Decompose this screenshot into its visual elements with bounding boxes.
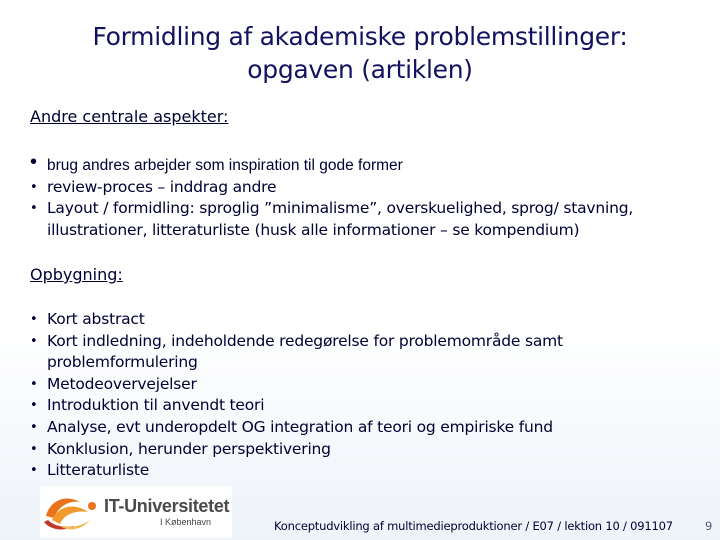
- logo-subtitle: I København: [160, 517, 212, 527]
- list-item-continuation: problemformulering: [47, 353, 198, 372]
- list-item: • Kort indledning, indeholdende redegørelse for problemområde samt: [30, 331, 563, 353]
- list-item: • Litteraturliste: [30, 460, 563, 482]
- list-item: • Metodeovervejelser: [30, 374, 563, 396]
- bullet-icon: •: [30, 312, 38, 327]
- list-item: • Layout / formidling: sproglig ”minimalisme”, overskuelighed, sprog/ stavning,: [30, 198, 633, 220]
- logo-name: IT-Universitetet: [104, 496, 230, 516]
- itu-logo-icon: [40, 486, 102, 538]
- list-item: • review-proces – inddrag andre: [30, 177, 633, 199]
- list-item: • Kort abstract: [30, 309, 563, 331]
- bullet-icon: •: [30, 441, 38, 457]
- footer-text: Konceptudvikling af multimedieproduktioner / E07 / lektion 10 / 091107: [274, 519, 673, 533]
- bullet-icon: •: [30, 333, 38, 349]
- list-item: • brug andres arbejder som inspiration til gode former: [30, 151, 403, 174]
- bullet-icon: •: [30, 463, 38, 479]
- bullet-icon: •: [30, 376, 38, 392]
- bullet-icon: •: [30, 151, 38, 173]
- list-item: • Konklusion, herunder perspektivering: [30, 439, 563, 461]
- slide-title: [20, 20, 700, 86]
- bullet-icon: •: [30, 179, 38, 195]
- bullet-icon: •: [30, 398, 38, 414]
- aspects-list: [30, 151, 634, 241]
- list-item-continuation: illustrationer, litteraturliste (husk alle informationer – se kompendium): [47, 220, 580, 239]
- page-number: 9: [705, 519, 713, 533]
- list-item: • Analyse, evt underopdelt OG integration af teori og empiriske fund: [30, 417, 563, 439]
- list-item: • Introduktion til anvendt teori: [30, 395, 563, 417]
- bullet-icon: •: [30, 419, 38, 435]
- structure-list: [30, 309, 563, 482]
- bullet-icon: •: [30, 201, 38, 217]
- section-heading-aspects: Andre centrale aspekter:: [30, 107, 229, 126]
- slide-title-line-1: Formidling af akademiske problemstillinger:: [92, 22, 628, 51]
- university-logo: [40, 486, 232, 538]
- section-heading-structure: Opbygning:: [30, 265, 123, 284]
- slide-title-line-2: opgaven (artiklen): [247, 55, 473, 84]
